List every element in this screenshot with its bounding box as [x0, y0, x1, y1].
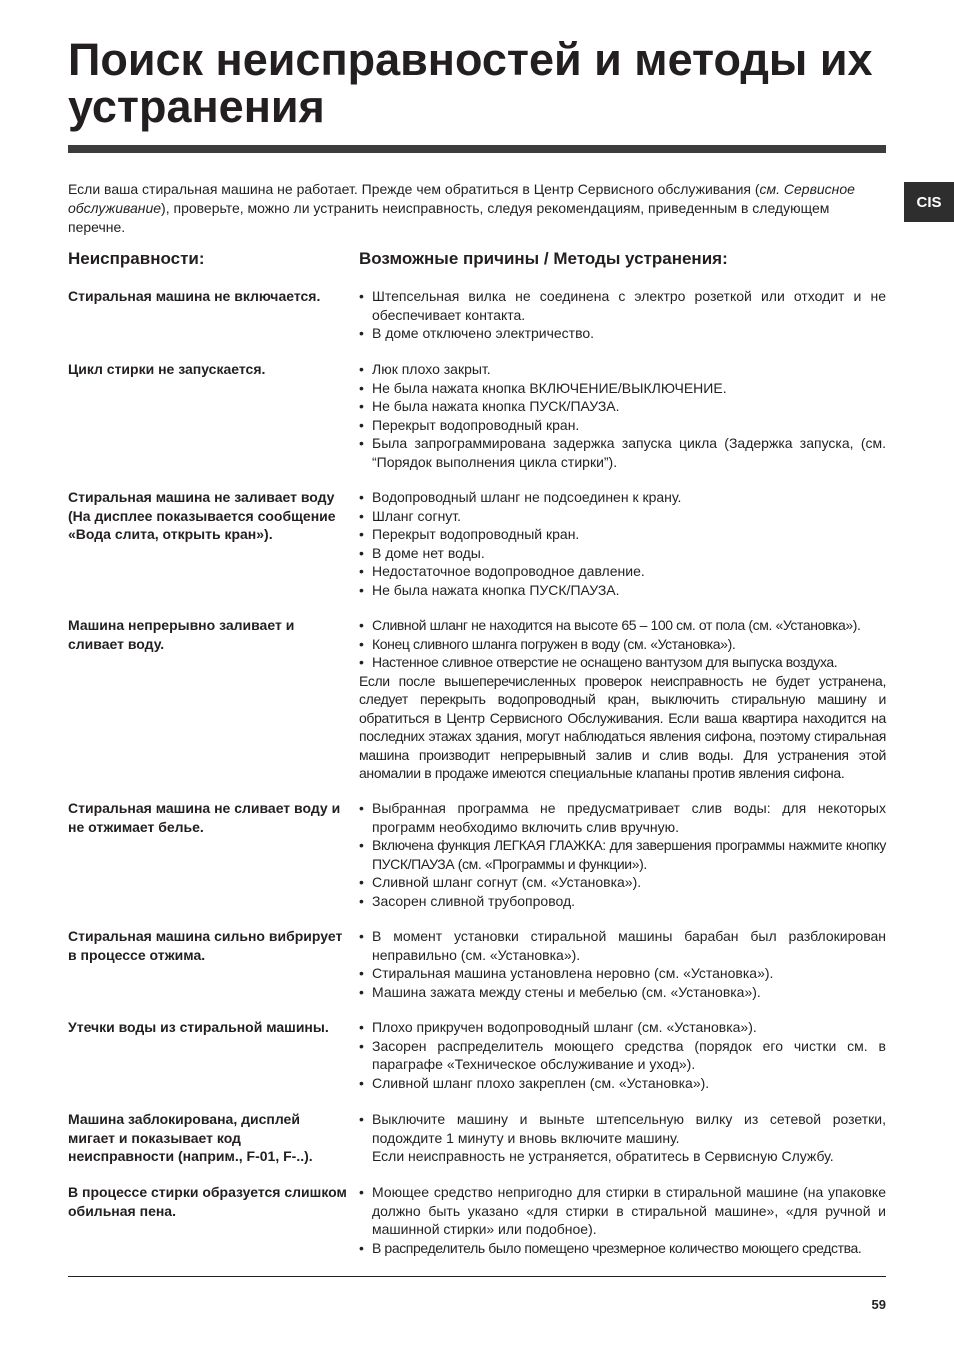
solution-item: • Конец сливного шланга погружен в воду (см. «Установка»).: [359, 635, 736, 652]
bullet-icon: •: [359, 325, 364, 341]
solution-item: • Не была нажата кнопка ПУСК/ПАУЗА.: [359, 581, 620, 598]
problem-cycle-not-starting: Цикл стирки не запускается.: [68, 361, 266, 377]
bullet-icon: •: [359, 635, 364, 652]
solution-item: • Моющее средство непригодно для стирки в стиральной машине (на упаковке должно быть указано «для стирки в стиральной машине», «для ручной и машинной стирки» или подобное).: [359, 1184, 886, 1237]
intro-text-part2: ), проверьте, можно ли устранить неисправность, следуя рекомендациям, приведенным в следующем перечне.: [68, 200, 830, 235]
bullet-icon: •: [359, 435, 364, 451]
page-title: Поиск неисправностей и методы их устранения: [68, 34, 873, 132]
bullet-icon: •: [359, 288, 364, 304]
solutions-strong-vibration: [359, 927, 886, 1001]
bullet-icon: •: [359, 416, 364, 433]
solution-item: • Перекрыт водопроводный кран.: [359, 416, 580, 433]
bullet-icon: •: [359, 892, 364, 909]
intro-text-part1: Если ваша стиральная машина не работает. Прежде чем обратиться в Центр Сервисного обслуживания (: [68, 181, 760, 197]
solution-item: • Недостаточное водопроводное давление.: [359, 563, 645, 579]
solution-item: • Люк плохо закрыт.: [359, 361, 491, 377]
solution-item: • Перекрыт водопроводный кран.: [359, 526, 580, 542]
solution-list: [359, 1183, 886, 1257]
solution-list: [359, 1110, 886, 1166]
bullet-icon: •: [359, 398, 364, 414]
problem-strong-vibration: Стиральная машина сильно вибрирует в процессе отжима.: [68, 928, 343, 963]
problem-water-leaks: Утечки воды из стиральной машины.: [68, 1019, 329, 1035]
solution-item: • В момент установки стиральной машины барабан был разблокирован неправильно (см. «Установка»).: [359, 928, 886, 963]
problem-no-water-intake: Стиральная машина не заливает воду (На дисплее показывается сообщение «Вода слита, открыть кран»).: [68, 489, 336, 542]
solution-item: • Шланг согнут.: [359, 507, 462, 524]
bullet-icon: •: [359, 507, 364, 524]
problem-machine-blocked: Машина заблокирована, дисплей мигает и показывает код неисправности (наприм., F-01, F-..).: [68, 1111, 313, 1164]
bullet-icon: •: [359, 379, 364, 396]
solution-item: • В доме нет воды.: [359, 544, 485, 561]
title-rule: [68, 145, 886, 153]
solutions-no-water-intake: [359, 488, 886, 599]
siphon-note: Если после вышеперечисленных проверок неисправность не будет устранена, следует перекрыть водопроводный кран, выключить стиральную машину и обратиться в Центр Сервисного Обслуживания. Если ваша квартира находится на последних этажах здания, могут наблюдаться явления сифона, поэтому стиральная машина производит непрерывный залив и слив воды. Для устранения этой аномалии в продаже имеются специальные клапаны против явления сифона.: [359, 672, 886, 781]
problems-heading: Неисправности:: [68, 249, 205, 268]
solution-list: [359, 616, 886, 672]
solutions-continuous-fill-drain: [359, 616, 886, 783]
bullet-icon: •: [359, 544, 364, 561]
solution-item: • Была запрограммирована задержка запуска цикла (Задержка запуска, (см. “Порядок выполнения цикла стирки”).: [359, 435, 886, 470]
bullet-icon: •: [359, 837, 364, 853]
solution-item: • Сливной шланг плохо закреплен (см. «Установка»).: [359, 1074, 710, 1091]
bullet-icon: •: [359, 1239, 364, 1256]
region-tab: CIS: [904, 182, 954, 222]
intro-reference: см. Сервисное обслуживание: [68, 181, 855, 216]
solution-item: • Сливной шланг не находится на высоте 65 – 100 см. от пола (см. «Установка»).: [359, 617, 861, 633]
solution-list: [359, 360, 886, 471]
solution-item: • Засорен сливной трубопровод.: [359, 892, 576, 909]
solution-item: • Засорен распределитель моющего средства (порядок его чистки см. в параграфе «Техническое обслуживание и уход»).: [359, 1037, 886, 1072]
solutions-machine-blocked: [359, 1110, 886, 1166]
bullet-icon: •: [359, 563, 364, 579]
solution-item: • В доме отключено электричество.: [359, 325, 595, 341]
solution-item: • В распределитель было помещено чрезмерное количество моющего средства.: [359, 1239, 862, 1256]
bullet-icon: •: [359, 983, 364, 1000]
solution-item: • Не была нажата кнопка ВКЛЮЧЕНИЕ/ВЫКЛЮЧЕНИЕ.: [359, 379, 727, 396]
solution-item: • Штепсельная вилка не соединена с электро розеткой или отходит и не обеспечивает контакта.: [359, 288, 886, 323]
bullet-icon: •: [359, 1184, 364, 1200]
footer-rule: [68, 1276, 886, 1277]
page-number: 59: [871, 1297, 886, 1312]
solution-item: • Водопроводный шланг не подсоединен к крану.: [359, 489, 682, 505]
solutions-water-leaks: [359, 1018, 886, 1092]
solution-item: • Плохо прикручен водопроводный шланг (см. «Установка»).: [359, 1019, 757, 1035]
bullet-icon: •: [359, 1074, 364, 1091]
problem-no-power: Стиральная машина не включается.: [68, 288, 321, 304]
intro-paragraph: [68, 180, 886, 237]
solutions-excessive-foam: [359, 1183, 886, 1257]
bullet-icon: •: [359, 489, 364, 505]
bullet-icon: •: [359, 361, 364, 377]
problem-excessive-foam: В процессе стирки образуется слишком обильная пена.: [68, 1184, 347, 1219]
solution-list: [359, 927, 886, 1001]
solution-item: • Выбранная программа не предусматривает слив воды: для некоторых программ необходимо включить слив вручную.: [359, 800, 886, 835]
solutions-cycle-not-starting: [359, 360, 886, 471]
solution-list: [359, 488, 886, 599]
solution-item: • Настенное сливное отверстие не оснащено вантузом для выпуска воздуха.: [359, 654, 838, 670]
bullet-icon: •: [359, 874, 364, 890]
bullet-icon: •: [359, 928, 364, 944]
solution-item: • Включена функция ЛЕГКАЯ ГЛАЖКА: для завершения программы нажмите кнопку ПУСК/ПАУЗА (см. «Программы и функции»).: [359, 837, 886, 872]
bullet-icon: •: [359, 1037, 364, 1054]
solution-list: [359, 1018, 886, 1092]
bullet-icon: •: [359, 1111, 364, 1127]
solution-item: • Сливной шланг согнут (см. «Установка»).: [359, 874, 642, 890]
service-contact-note: Если неисправность не устраняется, обратитесь в Сервисную Службу.: [372, 1148, 834, 1164]
bullet-icon: •: [359, 654, 364, 670]
bullet-icon: •: [359, 1019, 364, 1035]
solution-item: • Выключите машину и выньте штепсельную вилку из сетевой розетки, подождите 1 минуту и вновь включите машину. Если неисправность не устраняется, обратитесь в Сервисную Службу.: [359, 1111, 886, 1164]
solution-item: • Не была нажата кнопка ПУСК/ПАУЗА.: [359, 398, 620, 414]
bullet-icon: •: [359, 617, 364, 633]
bullet-icon: •: [359, 526, 364, 542]
solution-item: • Машина зажата между стены и мебелью (см. «Установка»).: [359, 983, 761, 1000]
solutions-heading: Возможные причины / Методы устранения:: [359, 249, 728, 268]
bullet-icon: •: [359, 581, 364, 598]
bullet-icon: •: [359, 965, 364, 981]
problem-no-drain-spin: Стиральная машина не сливает воду и не отжимает белье.: [68, 800, 341, 835]
bullet-icon: •: [359, 800, 364, 816]
solution-list: [359, 799, 886, 910]
solution-item: • Стиральная машина установлена неровно (см. «Установка»).: [359, 965, 774, 981]
solution-list: [359, 287, 886, 343]
solutions-no-drain-spin: [359, 799, 886, 910]
solutions-no-power: [359, 287, 886, 343]
problem-continuous-fill-drain: Машина непрерывно заливает и сливает воду.: [68, 617, 295, 652]
